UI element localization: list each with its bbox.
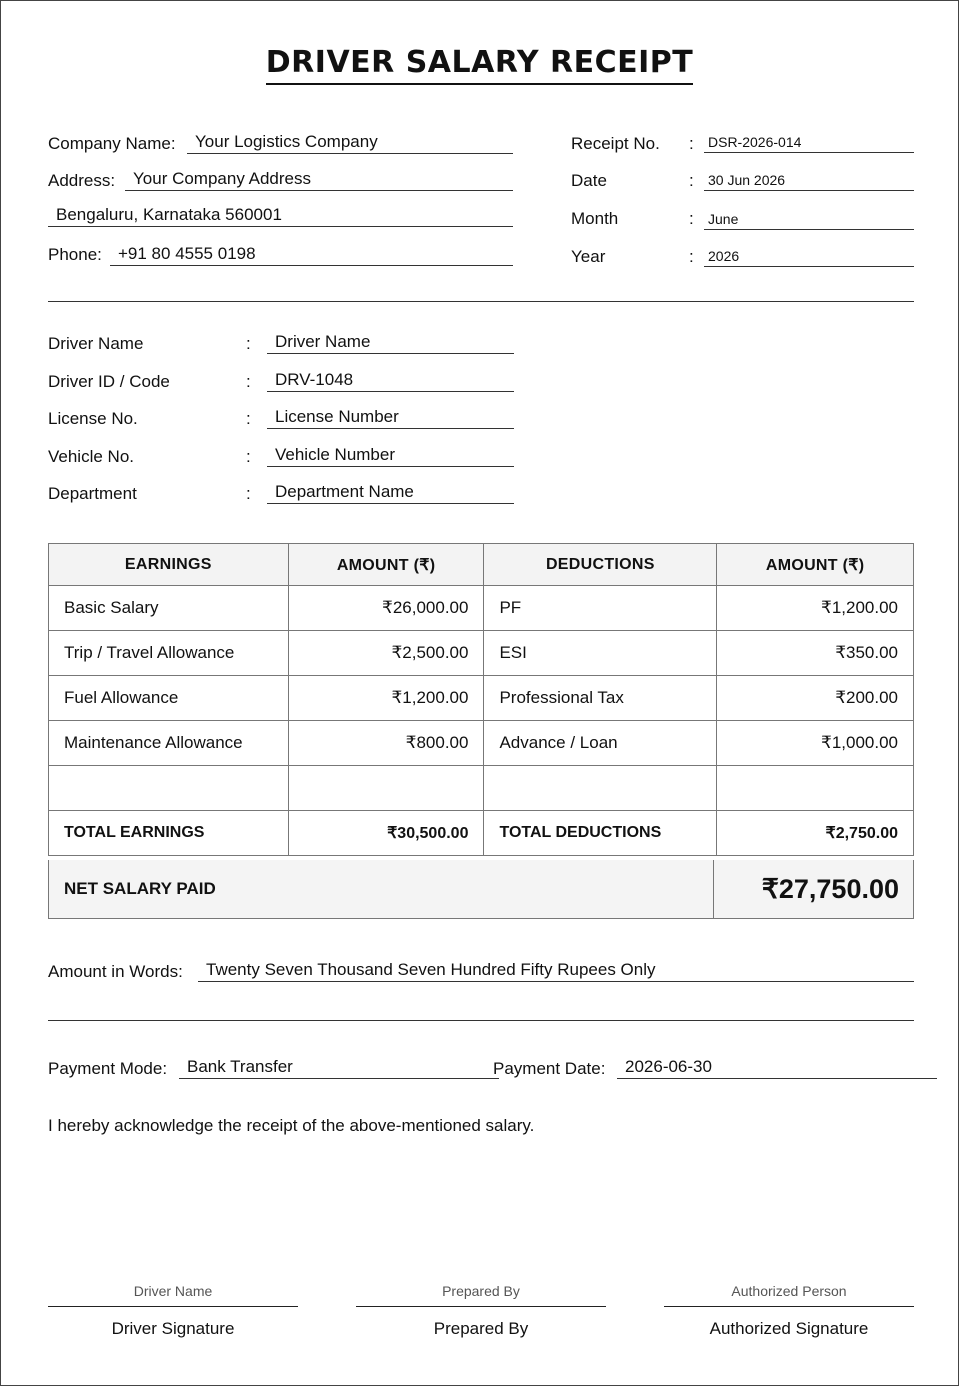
table-row — [49, 631, 914, 676]
deduction-item: Professional Tax — [484, 676, 717, 721]
year-colon: : — [689, 247, 694, 266]
driver-signature-caption: Driver Signature — [111, 1319, 235, 1338]
driver-name-label: Driver Name — [48, 334, 144, 353]
department-field: Department Name — [267, 482, 514, 504]
amount-words-extra-line — [48, 1020, 914, 1021]
driver-name-field: Driver Name — [267, 332, 514, 354]
earning-amount: ₹26,000.00 — [288, 586, 484, 631]
earning-item: Basic Salary — [49, 586, 289, 631]
receipt-no-label: Receipt No. — [571, 134, 660, 153]
receipt-no-colon: : — [689, 134, 694, 153]
net-salary-label: NET SALARY PAID — [64, 879, 216, 898]
vehicle-no-colon: : — [246, 447, 251, 466]
date-colon: : — [689, 171, 694, 190]
deduction-item: PF — [484, 586, 717, 631]
deduction-item — [484, 766, 717, 811]
company-name-field: Your Logistics Company — [187, 132, 513, 154]
deduction-item: ESI — [484, 631, 717, 676]
table-row — [49, 676, 914, 721]
earning-item: Fuel Allowance — [49, 676, 289, 721]
month-colon: : — [689, 209, 694, 228]
earning-item — [49, 766, 289, 811]
authorized-person-name: Authorized Person — [731, 1283, 847, 1299]
payment-mode-label: Payment Mode: — [48, 1059, 168, 1078]
department-colon: : — [246, 484, 251, 503]
total-deductions-value: ₹2,750.00 — [717, 811, 914, 856]
deduction-amount: ₹1,000.00 — [717, 721, 914, 766]
earning-amount: ₹2,500.00 — [288, 631, 484, 676]
table-row — [49, 586, 914, 631]
table-header-row — [49, 544, 914, 586]
totals-row — [49, 811, 914, 856]
driver-id-label: Driver ID / Code — [48, 372, 170, 391]
driver-signature-name: Driver Name — [133, 1283, 213, 1299]
earning-item: Trip / Travel Allowance — [49, 631, 289, 676]
license-no-colon: : — [246, 409, 251, 428]
deduction-amount — [717, 766, 914, 811]
department-label: Department — [48, 484, 137, 503]
earnings-header: EARNINGS — [49, 544, 289, 586]
earnings-amount-header: AMOUNT (₹) — [288, 544, 484, 586]
table-row — [49, 721, 914, 766]
receipt-no-field: DSR-2026-014 — [704, 131, 914, 153]
driver-id-colon: : — [246, 372, 251, 391]
payment-mode-field: Bank Transfer — [179, 1057, 499, 1079]
company-name-label: Company Name: — [48, 134, 176, 153]
section-divider — [48, 301, 914, 302]
vehicle-no-field: Vehicle Number — [267, 445, 514, 467]
date-label: Date — [571, 171, 607, 190]
driver-name-colon: : — [246, 334, 251, 353]
total-earnings-label: TOTAL EARNINGS — [49, 811, 289, 856]
address-line1-field: Your Company Address — [125, 169, 513, 191]
driver-id-field: DRV-1048 — [267, 370, 514, 392]
month-field: June — [704, 208, 914, 230]
license-no-label: License No. — [48, 409, 138, 428]
net-salary-value: ₹27,750.00 — [713, 860, 913, 918]
receipt-title-wrap — [1, 45, 958, 85]
prepared-by-caption: Prepared By — [433, 1319, 529, 1338]
address-label: Address: — [48, 171, 116, 190]
year-label: Year — [571, 247, 606, 266]
total-deductions-label: TOTAL DEDUCTIONS — [484, 811, 717, 856]
deduction-amount: ₹1,200.00 — [717, 586, 914, 631]
driver-signature-line — [48, 1306, 298, 1307]
earning-amount: ₹800.00 — [288, 721, 484, 766]
earning-item: Maintenance Allowance — [49, 721, 289, 766]
prepared-by-name: Prepared By — [442, 1283, 520, 1299]
authorized-signature-caption: Authorized Signature — [709, 1319, 869, 1338]
date-field: 30 Jun 2026 — [704, 169, 914, 191]
amount-words-field: Twenty Seven Thousand Seven Hundred Fifty Rupees Only — [198, 960, 914, 982]
net-salary-row — [48, 860, 914, 919]
deduction-amount: ₹200.00 — [717, 676, 914, 721]
receipt-title: DRIVER SALARY RECEIPT — [266, 45, 693, 85]
deductions-header: DEDUCTIONS — [484, 544, 717, 586]
phone-label: Phone: — [48, 245, 102, 264]
salary-table — [48, 543, 914, 856]
prepared-by-line — [356, 1306, 606, 1307]
month-label: Month — [571, 209, 619, 228]
earning-amount — [288, 766, 484, 811]
payment-date-field: 2026-06-30 — [617, 1057, 937, 1079]
amount-words-label: Amount in Words: — [48, 962, 183, 981]
table-row-empty — [49, 766, 914, 811]
acknowledgement-text: I hereby acknowledge the receipt of the above-mentioned salary. — [48, 1116, 535, 1135]
deduction-item: Advance / Loan — [484, 721, 717, 766]
vehicle-no-label: Vehicle No. — [48, 447, 134, 466]
earning-amount: ₹1,200.00 — [288, 676, 484, 721]
payment-date-label: Payment Date: — [493, 1059, 606, 1078]
authorized-signature-line — [664, 1306, 914, 1307]
year-field: 2026 — [704, 245, 914, 267]
license-no-field: License Number — [267, 407, 514, 429]
deductions-amount-header: AMOUNT (₹) — [717, 544, 914, 586]
deduction-amount: ₹350.00 — [717, 631, 914, 676]
total-earnings-value: ₹30,500.00 — [288, 811, 484, 856]
address-line2-field: Bengaluru, Karnataka 560001 — [48, 205, 513, 227]
phone-field: +91 80 4555 0198 — [110, 244, 513, 266]
